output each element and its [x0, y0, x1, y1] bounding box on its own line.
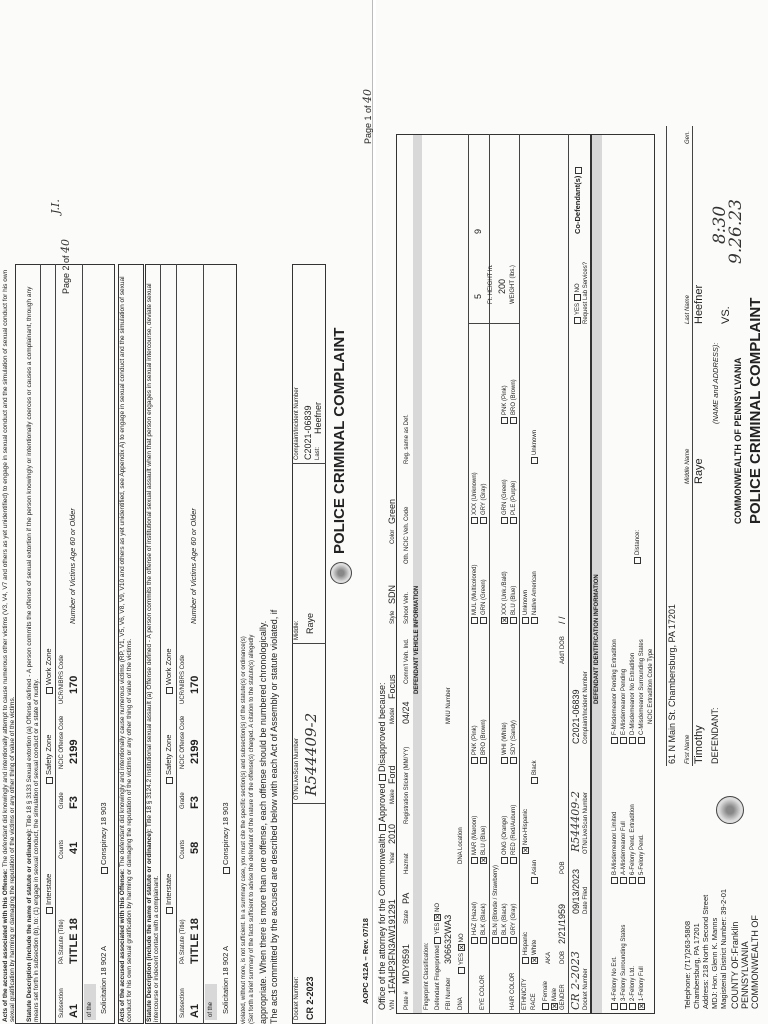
height-in-value: 9 [473, 228, 483, 234]
hair-gry-checkbox[interactable] [510, 937, 517, 944]
def-middle-name: Raye [693, 458, 705, 484]
hair-xxx-checkbox[interactable]: ✕ [502, 617, 509, 623]
docket-number-value: CR 2-2023 [305, 976, 315, 1020]
hair-ple-checkbox[interactable] [510, 517, 517, 524]
color-value: Green [387, 498, 397, 524]
hair-whi-checkbox[interactable] [501, 757, 508, 764]
ext-b-checkbox[interactable] [611, 877, 618, 884]
ext-1-checkbox[interactable]: ✕ [639, 1003, 646, 1009]
eth-unknown-checkbox[interactable] [522, 617, 529, 624]
model-value: Focus [387, 674, 397, 699]
mdj-address-1: Address: 218 North Second Street [701, 894, 710, 1009]
complaint-page-1 [361, 0, 768, 1024]
defendant-middle-name: Raye [305, 612, 315, 634]
offense-2-conspiracy-checkbox[interactable] [101, 867, 108, 874]
fbi-value: 306632WA3 [443, 914, 453, 964]
page-1-otn-value: R544409-2 [569, 791, 582, 852]
offense-2-interstate-checkbox[interactable] [46, 907, 53, 914]
offense-1-conspiracy-checkbox[interactable] [223, 867, 230, 874]
plate-value: MDY8591 [401, 943, 411, 984]
page-1-rotated-content: COMMONWEALTH OF PENNSYLVANIA COUNTY OF:Franklin Magisterial District Number: 39-2-01 MDJ: Hon. Glenn K. Manns Address: 218 North Second Street Chambersburg, PA 17201 Telephone: (717)263-5808 POLICE CRIMINAL COMPLAINT COMMONWEALTH OF PENNSYLVANIA VS. 9.26.23 8:30 DEFENDANT: (NAME and ADDRESS): Timothy Raye Heefner First Name Middle Name Last Name Gen. 61 N Main St. Chambersburg, PA 17201 NCIC Extradition Code Type ✕1-Felony Full 2-Felony Ltd. 3-Felony Surrounding States 4-Felony No Ext. 5-Felony Pend. 6-Felony Pend. Extradition A-Misdemeanor Full B-Misdemeanor Limited C-Misdemeanor Surrounding States D-Misdemeanor No Extradition E-Misdemeanor Pending F-Misdemeanor Pending Extradition Distance: DEFENDANT IDENTIFICATION INFORMATION Docket Number CR 2-2023 Date Filed 09/13/2023 OTN/LiveScan Number R544409-2 Complaint/Incident Number C2021-06839 Request Lab Services? YES NO Co-Defendant(s) GENDER ✕Male Female DOB 2/21/1959 POB Add'l DOB / / AKA RACE ✕White Asian Black Native American Unknown ETHNICITY Hispanic ✕Non-Hispanic Unknown HAIR COLOR GRY (Gray) RED (Red/Auburn) SDY (Sandy) BLU (Blue) PLE (Purple) BRO (Brown) BLK (Black) ONG (Orange) WHI (White) ✕XXX (Unk./Bald) GRN (Green) PNK (Pink) BLN (Blonde / Strawberry) EYE COLOR BLK (Black) ✕BLU (Blue) BRO (Brown) GRN (Green) GRY (Gray) HAZ (Hazel) MAR (Maroon) PNK (Pink) MUL (Multicolored) XXX (Unknown) WEIGHT (lbs.) 200 Ft. HEIGHT In. 5 9 DNA YES ✕NO DNA Location FBI Number 306632WA3 MNU Number Defendant Fingerprinted YES ✕NO Fingerprint Classification: DEFENDANT VEHICLE INFORMATION Plate # MDY8591 State PA Hazmat Registration Sticker (MM/YY) 04/24 Comm'l Veh. Ind. School Veh. Oth. NCIC Veh. Code Reg. same as Def. VIN 1FAHP3FN3AW191291 Year 2010 Make Ford Model Focus Style SDN Color Green Office of the attorney for the Commonwealth Approved Disapproved because: AOPC 412A – Rev. 07/18 Page 1 of 40 [376, 0, 768, 1024]
def-last-name: Heefner [693, 284, 705, 324]
offense-1-ucr: 170 [189, 675, 201, 694]
mdj-address-2: Chambersburg, PA 17201 [692, 923, 701, 1009]
hair-ong-checkbox[interactable] [501, 857, 508, 864]
offense-1-ncic: 2199 [189, 739, 201, 764]
mdj-district: Magisterial District Number: 39-2-01 [719, 888, 728, 1009]
offense-1-subsection: A1 [189, 1003, 201, 1018]
def-address: 61 N Main St. Chambersburg, PA 17201 [667, 604, 677, 764]
gender-male-checkbox[interactable]: ✕ [552, 1003, 559, 1009]
eye-haz-checkbox[interactable] [471, 937, 478, 944]
offense-2-ncic: 2199 [68, 739, 80, 764]
otn-handwritten: R544409-2 [302, 712, 320, 796]
height-ft-value: 5 [473, 293, 483, 299]
offense-1-statute-text: Title 18 § 3124.2 Institutional sexual assault (a) Offense defined - A person commits the offense of institutional sexual assault when that person engages in sexual intercourse, deviate sexual intercourse or indecent contact with a complainant. [146, 283, 161, 1022]
race-black-checkbox[interactable] [531, 777, 538, 784]
handwritten-date: 9.26.23 [726, 199, 746, 264]
offense-1-victims-label: Number of Victims Age 60 or Older [189, 508, 198, 624]
eye-gry-checkbox[interactable] [480, 517, 487, 524]
eth-non-hispanic-checkbox[interactable]: ✕ [523, 847, 530, 853]
offense-2-work-zone-checkbox[interactable] [46, 687, 53, 694]
page-1-total-handwritten: 40 [361, 88, 374, 103]
distance-checkbox[interactable] [634, 557, 641, 564]
hair-grn-checkbox[interactable] [501, 517, 508, 524]
style-value: SDN [387, 584, 397, 604]
page-1-title: POLICE CRIMINAL COMPLAINT [747, 297, 764, 524]
ext-c-checkbox[interactable] [638, 737, 645, 744]
codefendants-checkbox[interactable] [575, 167, 582, 174]
hair-pnk-checkbox[interactable] [501, 417, 508, 424]
eth-hispanic-checkbox[interactable] [522, 957, 529, 964]
race-white-checkbox[interactable]: ✕ [532, 957, 539, 963]
defendant-last-name: Heefner [313, 401, 323, 434]
county-line-1: COMMONWEALTH OF [750, 915, 760, 1009]
approved-checkbox[interactable] [379, 824, 386, 831]
complaint-page-2 [0, 0, 373, 1024]
office-line: Office of the attorney for the Commonwealth [377, 833, 387, 1010]
offense-1-interstate-checkbox[interactable] [166, 907, 173, 914]
offense-2-ucr: 170 [68, 675, 80, 694]
race-unknown-checkbox[interactable] [531, 457, 538, 464]
mdj-name: MDJ: Hon. Glenn K. Manns [710, 917, 719, 1009]
vehicle-header: DEFENDANT VEHICLE INFORMATION [414, 585, 420, 694]
ext-a-checkbox[interactable] [620, 877, 627, 884]
page-2-id-box [292, 264, 326, 1024]
offense-2-grade: F3 [68, 796, 80, 809]
offense-2-subsection: A1 [68, 1003, 80, 1018]
dob-value: 2/21/1959 [557, 903, 567, 944]
intro-line-4: violated, without more, is not sufficient. In a summary case, you must cite the specific section(s) and subsection(s) of the statute(s) or ordinance(s) [241, 636, 247, 1024]
ext-f-checkbox[interactable] [611, 737, 618, 744]
offense-1-statute: TITLE 18 [189, 918, 201, 964]
date-filed-value: 09/13/2023 [571, 868, 581, 914]
form-id: AOPC 412A – Rev. 07/18 [361, 918, 370, 1004]
make-value: Ford [387, 765, 397, 784]
defendant-label: DEFENDANT: [710, 707, 720, 764]
offense-1-counts: 58 [189, 841, 201, 854]
intro-line-3: (Set forth a brief summary of the facts sufficient to advise the defendant of the nature of the offense(s) charged. A citation to the statute(s) allegedly [249, 634, 255, 1024]
offense-2-lead-shade: of the [84, 984, 96, 1020]
vin-value: 1FAHP3FN3AW191291 [387, 899, 397, 994]
def-first-name: Timothy [693, 725, 705, 764]
offense-1-lead-shade: of the [205, 984, 217, 1020]
offense-2-conspiracy: Conspiracy 18 903 [99, 802, 108, 865]
page-2-title: POLICE CRIMINAL COMPLAINT [331, 327, 348, 554]
offense-2-victims-label: Number of Victims Age 60 or Older [68, 508, 77, 624]
offense-1-grade: F3 [189, 796, 201, 809]
offense-2-statute: TITLE 18 [68, 918, 80, 964]
vs-label: VS. [720, 306, 732, 324]
handwritten-time: 8:30 [710, 205, 730, 244]
page-2-rotated-content: POLICE CRIMINAL COMPLAINT Docket Number: CR 2-2023 OTN/LiveScan Number R544409-2 Middle: Raye Complaint/Incident Number C2021-06839 Last: Heefner The acts committed by the accused are described below with each Act of Assembly or statute violated, if appropriate. When there is more than one offense, each offense should be numbered chronologically. (Set forth a brief summary of the facts sufficient to advise the defendant of the nature of the offense(s) charged. A citation to the statute(s) allegedly violated, without more, is not sufficient. In a summary case, you must cite the specific section(s) and subsection(s) of the statute(s) or ordinance(s) Solicitation 18 902 A Conspiracy 18 903 of the A1 TITLE 18 58 F3 2199 170 Subsection PA Statute (Title) Counts Grade NCIC Offense Code UCR/NIBRS Code Interstate Safety Zone Work Zone Number of Victims Age 60 or Older Statute Description (include the name of statute or ordinance): Title 18 § 3124.2 Institutional sexual assault (a) Offense defined - A person commits the offense of institutional sexual assault when that person engages in sexual intercourse, deviate sexual intercourse or indecent contact with a complainant. Acts of the accused associated with this Offense: The defendant did knowingly and intentionally cause numerous victims (RP, V1, V5, V6, V8, V9, V10 and others as yet unidentified, see Appendix A) to engage in sexual conduct and the simulation of sexual conduct for his own sexual gratification by harming or damaging the reputation of the victims or any other thing of value of the victims. Solicitation 18 902 A Conspiracy 18 903 of the A1 TITLE 18 41 F3 2199 170 Subsection PA Statute (Title) Counts Grade NCIC Offense Code UCR/NIBRS Code Interstate Safety Zone Work Zone Number of Victims Age 60 or Older Statute Description (include the name of statute or ordinance): Title 18 § 3133 Sexual extortion (a) Offense defined - A person commits the offense of sexual extortion if the person knowingly or intentionally coerces or causes a complainant, through any means set forth in subsection (b), to: (1) engage in sexual conduct, the simulation of sexual conduct or a state of nudity. Acts of the accused associated with this Offense: The defendant did knowingly and intentionally attempt to cause numerous other victims (V3, V4, V7 and others as yet unidentified) to engage in sexual conduct and the simulation of sexual conduct for his own sexual gratification by harming or damaging the reputation of the victims or any other thing of value of the victims. Page 2 of 40 J.I. [0, 0, 372, 1024]
ext-5-checkbox[interactable] [638, 877, 645, 884]
offense-1-acts-text: The defendant did knowingly and intentionally cause numerous victims (RP, V1, V5, V6, V8, V9, V10 and others as yet unidentified, see Appendix A) to engage in sexual conduct and the simulation of sexual conduct for his own sexual gratification by harming or damaging the reputation of the victims or any other thing of value of the victims. [119, 276, 134, 1022]
offense-2-counts: 41 [68, 841, 80, 854]
pa-seal-icon [330, 562, 352, 584]
name-address-label: (NAME and ADDRESS): [711, 342, 720, 424]
eye-pnk-checkbox[interactable] [471, 757, 478, 764]
ext-4-checkbox[interactable] [611, 1003, 618, 1010]
gender-female-checkbox[interactable] [542, 1003, 549, 1010]
ident-header: DEFENDANT IDENTIFICATION INFORMATION [594, 574, 600, 704]
race-asian-checkbox[interactable] [531, 877, 538, 884]
offense-2-acts-text: The defendant did knowingly and intentionally attempt to cause numerous other victims (V3, V4, V7 and others as yet unidentified) to engage in sexual conduct and the simulation of sexual conduct for his own sexual gratification by harming or damaging the reputation of the victims or any other thing of value of the victims. [2, 269, 17, 1022]
fp-yes-checkbox[interactable] [434, 937, 441, 944]
ext-6-checkbox[interactable] [629, 877, 636, 884]
offense-2-solicitation: Solicitation 18 902 A [99, 946, 108, 1014]
mdj-phone: Telephone: (717)263-5808 [683, 921, 692, 1009]
intro-line-1: The acts committed by the accused are described below with each Act of Assembly or statute violated, if [269, 609, 279, 1024]
eye-xxx-checkbox[interactable] [471, 517, 478, 524]
page-1-subtitle: COMMONWEALTH OF PENNSYLVANIA [733, 357, 743, 524]
ext-d-checkbox[interactable] [629, 737, 636, 744]
county-line-2: PENNSYLVANIA [740, 941, 750, 1009]
hair-blk-checkbox[interactable] [501, 937, 508, 944]
hair-red-checkbox[interactable] [510, 857, 517, 864]
lab-no-checkbox[interactable] [574, 294, 581, 301]
hair-bro-checkbox[interactable] [510, 417, 517, 424]
offense-1-conspiracy: Conspiracy 18 903 [221, 802, 230, 865]
complaint-number: C2021-06839 [303, 405, 313, 460]
ext-e-checkbox[interactable] [620, 737, 627, 744]
eye-blk-checkbox[interactable] [480, 937, 487, 944]
hair-bln-checkbox[interactable] [492, 937, 499, 944]
vehicle-header-bar [413, 135, 422, 1013]
page-2-total-handwritten: 40 [59, 238, 72, 253]
race-native-checkbox[interactable] [531, 617, 538, 624]
offense-2-safety-zone-checkbox[interactable] [46, 777, 53, 784]
lab-yes-checkbox[interactable] [574, 317, 581, 324]
hair-sdy-checkbox[interactable] [510, 757, 517, 764]
intro-line-2: appropriate. When there is more than one offense, each offense should be numbered chronologically. [258, 620, 268, 1024]
ext-2-checkbox[interactable] [629, 1003, 636, 1010]
disapproved-checkbox[interactable] [379, 774, 386, 781]
year-value: 2010 [387, 823, 397, 844]
eye-mar-checkbox[interactable] [471, 857, 478, 864]
state-value: PA [401, 892, 411, 904]
dna-yes-checkbox[interactable] [458, 967, 465, 974]
dna-no-checkbox[interactable]: ✕ [459, 944, 466, 951]
eye-blu-checkbox[interactable]: ✕ [481, 857, 488, 863]
eye-grn-checkbox[interactable] [480, 617, 487, 624]
offense-2-statute-text: Title 18 § 3133 Sexual extortion (a) Offense defined - A person commits the offense of sexual extortion if the person knowingly or intentionally coerces or causes a complainant, through any means set forth in subsection (b), to: (1) engage in sexual conduct, the simulation of sexual conduct or a state of nudity. [26, 286, 41, 1022]
eye-mul-checkbox[interactable] [471, 617, 478, 624]
ext-3-checkbox[interactable] [620, 1003, 627, 1010]
hair-blu-checkbox[interactable] [510, 617, 517, 624]
eye-bro-checkbox[interactable] [480, 757, 487, 764]
page-1-docket-value: CR 2-2023 [569, 951, 582, 1010]
weight-value: 200 [497, 278, 507, 294]
page-2-initials: J.I. [49, 199, 62, 214]
offense-1-work-zone-checkbox[interactable] [166, 687, 173, 694]
fp-no-checkbox[interactable]: ✕ [435, 914, 442, 920]
registration-value: 04/24 [401, 701, 411, 724]
offense-1-solicitation: Solicitation 18 902 A [221, 946, 230, 1014]
pa-seal-icon [716, 796, 744, 824]
county-line-3: COUNTY OF:Franklin [730, 921, 740, 1009]
offense-1-safety-zone-checkbox[interactable] [166, 777, 173, 784]
page-1-complaint-value: C2021-06839 [571, 689, 581, 744]
